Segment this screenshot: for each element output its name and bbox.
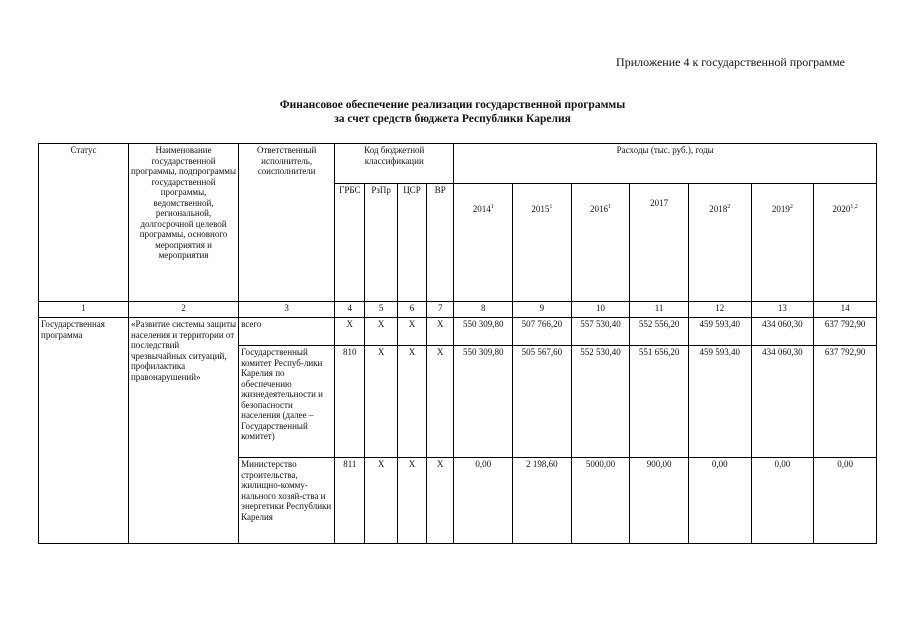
header-expenses: Расходы (тыс. руб.), годы — [454, 144, 877, 184]
col-number: 9 — [513, 302, 572, 318]
year-note: 1 — [607, 204, 611, 210]
header-code-grbs: ГРБС — [335, 184, 365, 302]
header-year-2017 — [630, 184, 689, 302]
year-note: 1 — [549, 204, 553, 210]
value-cell: 550 309,80 — [454, 346, 513, 458]
value-cell: 505 567,60 — [513, 346, 572, 458]
year-label: 2020 — [832, 204, 851, 214]
col-number: 14 — [814, 302, 877, 318]
program-status: Государственная программа — [39, 318, 129, 544]
value-cell: 900,00 — [630, 458, 689, 544]
value-cell: 552 530,40 — [571, 346, 630, 458]
header-row-1 — [39, 144, 877, 184]
grbs-cell: 811 — [335, 458, 365, 544]
col-number: 7 — [427, 302, 454, 318]
year-label: 2015 — [531, 204, 550, 214]
header-year-2015 — [513, 184, 572, 302]
value-cell: 434 060,30 — [751, 318, 814, 346]
grbs-cell: 810 — [335, 346, 365, 458]
value-cell: 551 656,20 — [630, 346, 689, 458]
header-name: Наименование государственной программы, подпрограммы государственной программы, ведомственной, региональной, долгосрочной целевой программы, основного мероприятия и мероприятия — [128, 144, 238, 302]
executor-cell: всего — [239, 318, 335, 346]
rzpr-cell: X — [365, 346, 397, 458]
title-line-2: за счет средств бюджета Республики Карелия — [334, 113, 571, 125]
header-executor: Ответственный исполнитель, соисполнители — [239, 144, 335, 302]
finance-table — [38, 143, 877, 544]
col-number: 6 — [397, 302, 426, 318]
executor-cell: Государственный комитет Респуб-лики Карелия по обеспечению жизнедеятельности и безопасности населения (далее – Государственный комитет) — [239, 346, 335, 458]
col-number: 1 — [39, 302, 129, 318]
col-number: 5 — [365, 302, 397, 318]
header-status: Статус — [39, 144, 129, 302]
vr-cell: X — [427, 318, 454, 346]
value-cell: 550 309,80 — [454, 318, 513, 346]
col-number: 12 — [688, 302, 751, 318]
vr-cell: X — [427, 458, 454, 544]
col-number: 2 — [128, 302, 238, 318]
value-cell: 2 198,60 — [513, 458, 572, 544]
value-cell: 552 556,20 — [630, 318, 689, 346]
header-year-2016 — [571, 184, 630, 302]
col-number: 10 — [571, 302, 630, 318]
header-year-2020 — [814, 184, 877, 302]
document-title — [200, 98, 705, 126]
value-cell: 0,00 — [814, 458, 877, 544]
header-year-2018 — [688, 184, 751, 302]
header-code-csr: ЦСР — [397, 184, 426, 302]
table-row-total — [39, 318, 877, 346]
rzpr-cell: X — [365, 458, 397, 544]
rzpr-cell: X — [365, 318, 397, 346]
col-number: 3 — [239, 302, 335, 318]
value-cell: 0,00 — [751, 458, 814, 544]
col-number: 4 — [335, 302, 365, 318]
column-number-row — [39, 302, 877, 318]
year-note: 2 — [727, 204, 731, 210]
header-code-vr: ВР — [427, 184, 454, 302]
program-name: «Развитие системы защиты населения и территории от последствий чрезвычайных ситуаций, профилактика правонарушений» — [128, 318, 238, 544]
vr-cell: X — [427, 346, 454, 458]
value-cell: 637 792,90 — [814, 318, 877, 346]
value-cell: 459 593,40 — [688, 318, 751, 346]
value-cell: 557 530,40 — [571, 318, 630, 346]
value-cell: 5000,00 — [571, 458, 630, 544]
col-number: 13 — [751, 302, 814, 318]
col-number: 8 — [454, 302, 513, 318]
title-line-1: Финансовое обеспечение реализации государственной программы — [279, 99, 626, 111]
csr-cell: X — [397, 346, 426, 458]
year-label: 2017 — [650, 198, 669, 208]
value-cell: 434 060,30 — [751, 346, 814, 458]
value-cell: 459 593,40 — [688, 346, 751, 458]
year-label: 2016 — [589, 204, 608, 214]
year-label: 2019 — [771, 204, 790, 214]
grbs-cell: X — [335, 318, 365, 346]
col-number: 11 — [630, 302, 689, 318]
year-note: 2 — [789, 204, 793, 210]
year-note: 1,2 — [850, 204, 858, 210]
year-note: 1 — [490, 204, 494, 210]
header-code-rzpr: РзПр — [365, 184, 397, 302]
header-budget-code: Код бюджетной классификации — [335, 144, 454, 184]
executor-cell: Министерство строительства, жилищно-комму-нального хозяй-ства и энергетики Республики Карелия — [239, 458, 335, 544]
value-cell: 637 792,90 — [814, 346, 877, 458]
year-label: 2018 — [709, 204, 728, 214]
header-year-2014 — [454, 184, 513, 302]
value-cell: 507 766,20 — [513, 318, 572, 346]
csr-cell: X — [397, 318, 426, 346]
value-cell: 0,00 — [454, 458, 513, 544]
header-year-2019 — [751, 184, 814, 302]
appendix-caption: Приложение 4 к государственной программе — [616, 55, 845, 69]
value-cell: 0,00 — [688, 458, 751, 544]
year-label: 2014 — [472, 204, 491, 214]
csr-cell: X — [397, 458, 426, 544]
